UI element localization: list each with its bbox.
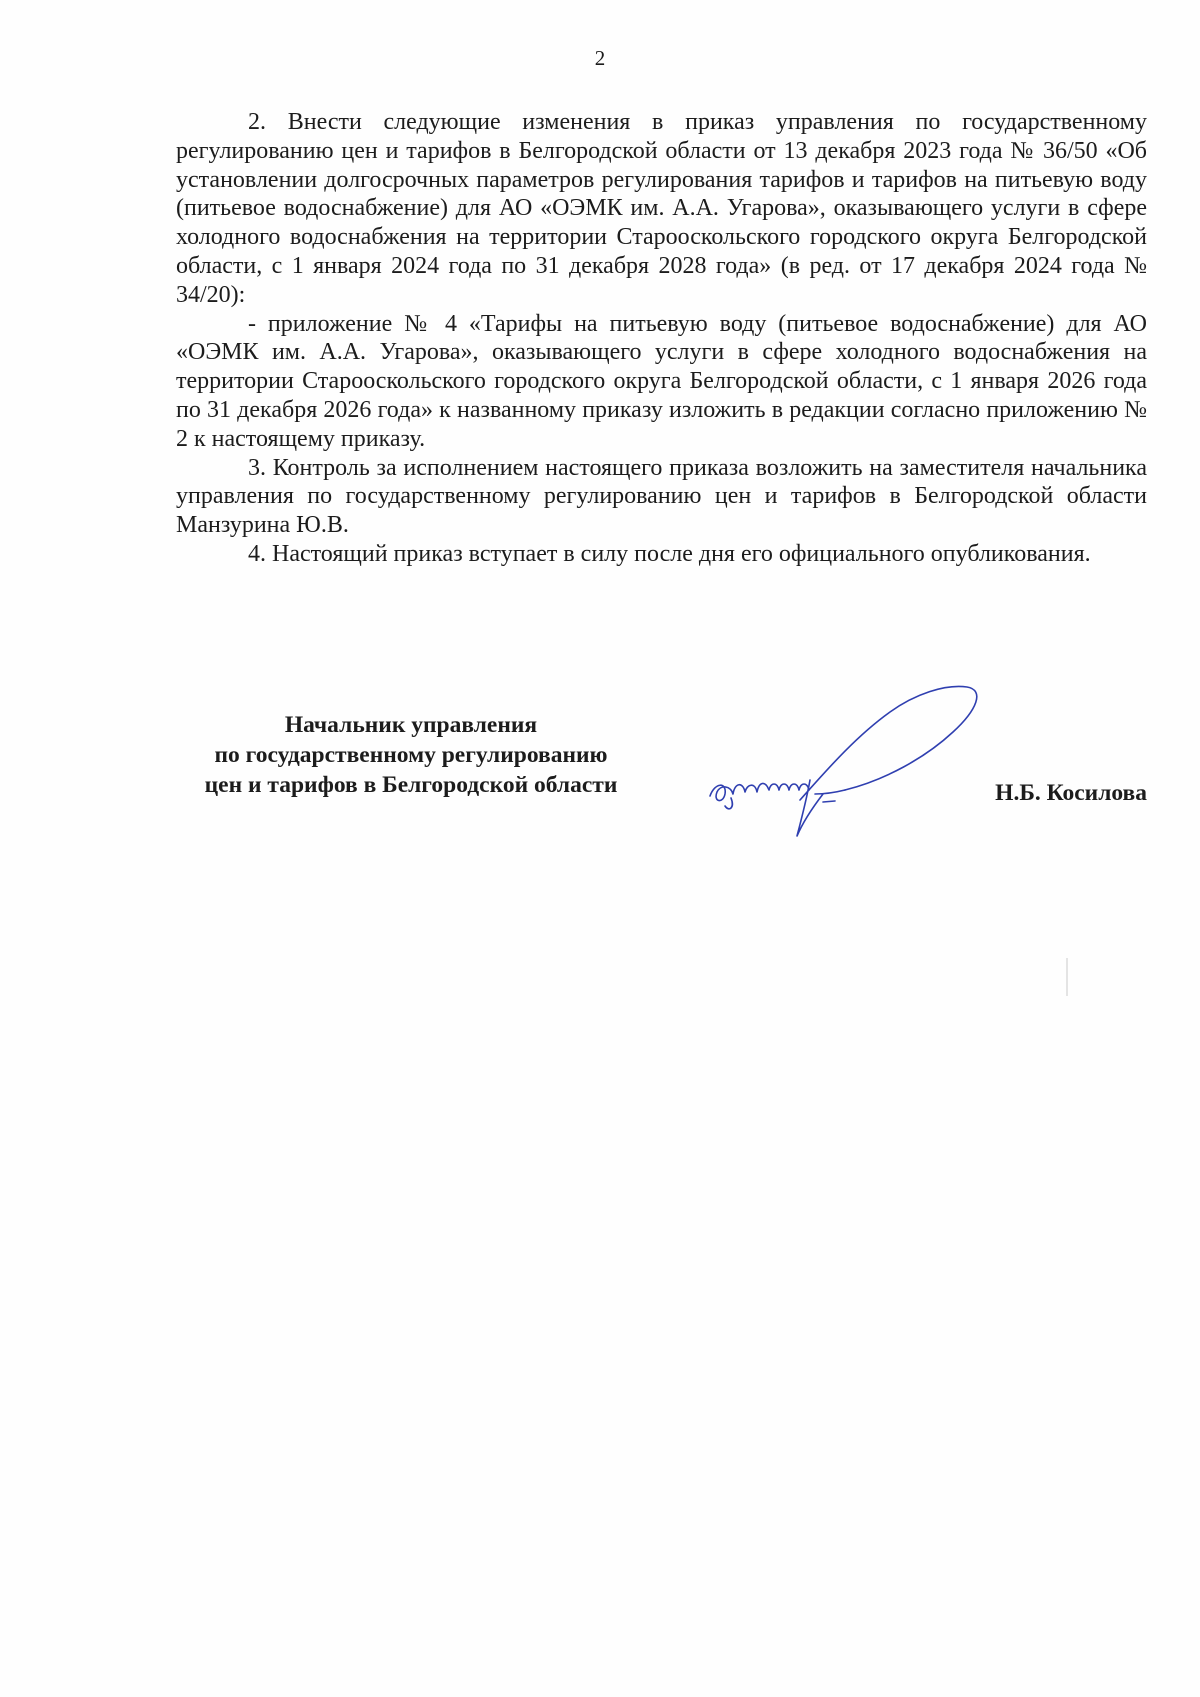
signatory-name: Н.Б. Косилова	[995, 780, 1147, 806]
document-body	[176, 108, 1147, 569]
signatory-title-line-2: по государственному регулированию	[214, 742, 608, 768]
signatory-title-line-1: Начальник управления	[284, 712, 538, 738]
paragraph-4-effective: 4. Настоящий приказ вступает в силу после дня его официального опубликования.	[248, 540, 1091, 567]
scan-edge-mark	[1066, 958, 1068, 996]
page-number: 2	[594, 46, 606, 70]
handwritten-signature	[705, 682, 1025, 842]
signatory-title-line-3: цен и тарифов в Белгородской области	[204, 772, 618, 798]
signatory-title	[176, 710, 646, 800]
paragraph-appendix-4: - приложение № 4 «Тарифы на питьевую воду (питьевое водоснабжение) для АО «ОЭМК им. А.А. Угарова», оказывающего услуги в сфере холодного водоснабжения на территории Старооскольского городского округа Белгородской области, с 1 января 2026 года по 31 декабря 2026 года» к названному приказу изложить в редакции согласно приложению № 2 к настоящему приказу.	[176, 310, 1147, 452]
paragraph-2-amendment: 2. Внести следующие изменения в приказ управления по государственному регулированию цен и тарифов в Белгородской области от 13 декабря 2023 года № 36/50 «Об установлении долгосрочных параметров регулирования тарифов и тарифов на питьевую воду (питьевое водоснабжение) для АО «ОЭМК им. А.А. Угарова», оказывающего услуги в сфере холодного водоснабжения на территории Старооскольского городского округа Белгородской области, с 1 января 2024 года по 31 декабря 2028 года» (в ред. от 17 декабря 2024 года № 34/20):	[176, 109, 1147, 308]
paragraph-3-control: 3. Контроль за исполнением настоящего приказа возложить на заместителя начальника управления по государственному регулированию цен и тарифов в Белгородской области Манзурина Ю.В.	[176, 454, 1147, 539]
